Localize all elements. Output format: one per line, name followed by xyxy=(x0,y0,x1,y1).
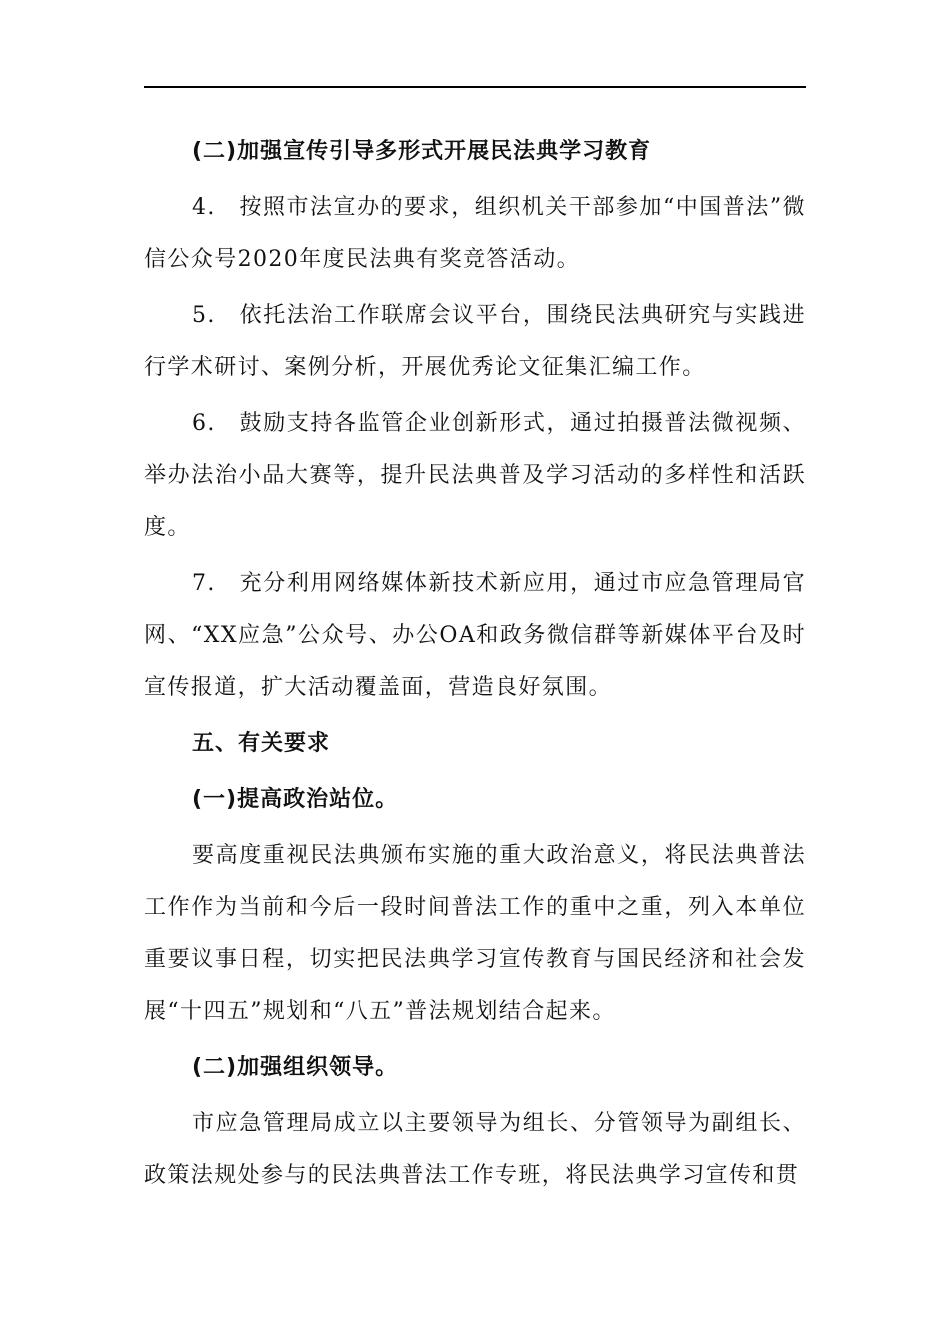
item-5-paragraph: 5. 依托法治工作联席会议平台，围绕民法典研究与实践进行学术研讨、案例分析，开展优秀论文征集汇编工作。 xyxy=(144,303,806,380)
document-body xyxy=(144,126,806,1202)
header-rule xyxy=(144,86,806,88)
subheading-political-stance: (一)提高政治站位。 xyxy=(192,787,399,812)
section-heading-requirements: 五、有关要求 xyxy=(192,731,331,756)
item-7-paragraph: 7. 充分利用网络媒体新技术新应用，通过市应急管理局官网、“XX应急”公众号、办公OA和政务微信群等新媒体平台及时宣传报道，扩大活动覆盖面，营造良好氛围。 xyxy=(144,571,806,700)
item-6-paragraph: 6. 鼓励支持各监管企业创新形式，通过拍摄普法微视频、举办法治小品大赛等，提升民法典普及学习活动的多样性和活跃度。 xyxy=(144,411,806,540)
political-stance-paragraph: 要高度重视民法典颁布实施的重大政治意义，将民法典普法工作作为当前和今后一段时间普法工作的重中之重，列入本单位重要议事日程，切实把民法典学习宣传教育与国民经济和社会发展“十四五”规划和“八五”普法规划结合起来。 xyxy=(144,843,806,1024)
leadership-paragraph: 市应急管理局成立以主要领导为组长、分管领导为副组长、政策法规处参与的民法典普法工作专班，将民法典学习宣传和贯 xyxy=(144,1111,806,1188)
subheading-leadership: (二)加强组织领导。 xyxy=(192,1055,399,1080)
section-heading-publicity: (二)加强宣传引导多形式开展民法典学习教育 xyxy=(192,139,652,164)
item-4-paragraph: 4. 按照市法宣办的要求，组织机关干部参加“中国普法”微信公众号2020年度民法典有奖竞答活动。 xyxy=(144,195,806,272)
